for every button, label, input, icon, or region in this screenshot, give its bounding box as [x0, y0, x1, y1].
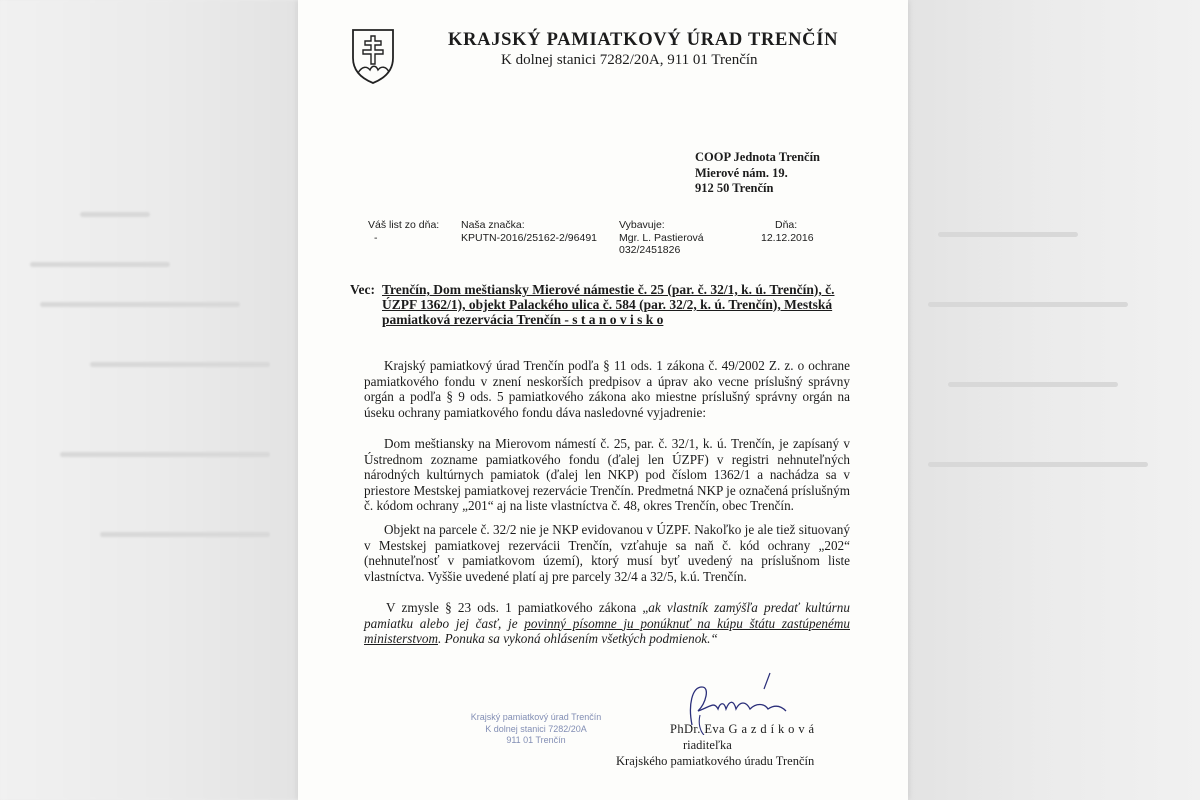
letter-page — [298, 0, 908, 800]
our-reference-column — [461, 219, 597, 244]
body-paragraph-1: Krajský pamiatkový úrad Trenčín podľa § 11 ods. 1 zákona č. 49/2002 Z. z. o ochrane pamiatkového fondu v znení neskorších predpisov a úprav ako vecne príslušný správny orgán a podľa § 9 ods. 5 pamiatkového zákona ako miestne príslušný správny orgán na úseku ochrany pamiatkového fondu dáva nasledovné vyjadrenie: — [364, 358, 850, 420]
office-stamp — [466, 712, 606, 747]
handled-by-name: Mgr. L. Pastierová — [619, 231, 704, 244]
office-address: K dolnej stanici 7282/20A, 911 01 Trenčín — [501, 52, 758, 68]
recipient-line-3: 912 50 Trenčín — [695, 181, 774, 195]
signatory-name: PhDr. Eva G a z d í k o v á — [670, 722, 815, 736]
date-label: Dňa: — [775, 219, 798, 231]
signatory-organization: Krajského pamiatkového úradu Trenčín — [616, 754, 815, 768]
paragraph-4-quote-end: . Ponuka sa vykoná ohlásením všetkých podmienok.“ — [438, 631, 718, 646]
paragraph-4-quote-underlined: povinný písomne ju ponúknuť na kúpu štátu zastúpenému ministerstvom — [364, 615, 850, 646]
slovak-coat-of-arms-icon — [350, 28, 396, 84]
signatory-role: riaditeľka — [683, 738, 732, 752]
handled-by-label: Vybavuje: — [619, 219, 665, 231]
your-letter-value: - — [374, 231, 378, 244]
stamp-line-1: Krajský pamiatkový úrad Trenčín — [470, 712, 602, 722]
subject-label: Vec: — [350, 282, 375, 297]
handled-by-column — [619, 219, 704, 257]
blurred-background-left — [0, 0, 298, 800]
paragraph-4-quote: ak vlastník zamýšľa predať kultúrnu pamiatku alebo jej časť, je — [364, 600, 850, 631]
recipient-line-2: Mierové nám. 19. — [695, 165, 788, 180]
our-reference-label: Naša značka: — [461, 219, 525, 231]
date-column — [761, 219, 814, 244]
date-value: 12.12.2016 — [761, 231, 814, 244]
body-paragraph-2: Dom meštiansky na Mierovom námestí č. 25, par. č. 32/1, k. ú. Trenčín, je zapísaný v Ústrednom zozname pamiatkového fondu (ďalej len ÚZPF) v registri nehnuteľných národných kultúrnych pamiatok (ďalej len NKP) pod číslom 1362/1 a nachádza sa v priestore Mestskej pamiatkovej rezervácie Trenčín. Predmetná NKP je označená príslušným č. kódom ochrany „201“ aj na liste vlastníctva č. 48, okres Trenčín, obec Trenčín. — [364, 436, 850, 513]
your-letter-label: Váš list zo dňa: — [368, 219, 440, 231]
blurred-background-right — [908, 0, 1200, 800]
recipient-address — [695, 150, 820, 197]
office-title: KRAJSKÝ PAMIATKOVÝ ÚRAD TRENČÍN — [448, 30, 839, 50]
body-paragraph-3: Objekt na parcele č. 32/2 nie je NKP evidovanou v ÚZPF. Nakoľko je ale tiež situovaný v Mestskej pamiatkovej rezervácii Trenčín, vzťahuje sa naň č. kód ochrany „202“ (nehnuteľnosť v pamiatkovom území), ktorý musí byť uvedený na príslušnom liste vlastníctva. Vyššie uvedené platí aj pre parcely 32/4 a 32/5, k.ú. Trenčín. — [364, 522, 850, 584]
our-reference-value: KPUTN-2016/25162-2/96491 — [461, 231, 598, 244]
stamp-line-2: K dolnej stanici 7282/20A — [485, 723, 587, 734]
body-paragraph-4 — [364, 600, 850, 647]
paragraph-4-intro: V zmysle § 23 ods. 1 pamiatkového zákona „ — [386, 600, 649, 615]
subject-block — [350, 282, 850, 327]
stamp-line-3: 911 01 Trenčín — [506, 735, 566, 745]
subject-text: Trenčín, Dom meštiansky Mierové námestie č. 25 (par. č. 32/1, k. ú. Trenčín), č. ÚZPF 1362/1), objekt Palackého ulica č. 584 (par. 32/2, k. ú. Trenčín), Mestská pamiatková rezervácia Trenčín - s t a n o v i s k o — [382, 282, 835, 327]
your-letter-column — [368, 219, 439, 244]
handled-by-phone: 032/2451826 — [619, 244, 681, 256]
recipient-line-1: COOP Jednota Trenčín — [695, 150, 821, 164]
